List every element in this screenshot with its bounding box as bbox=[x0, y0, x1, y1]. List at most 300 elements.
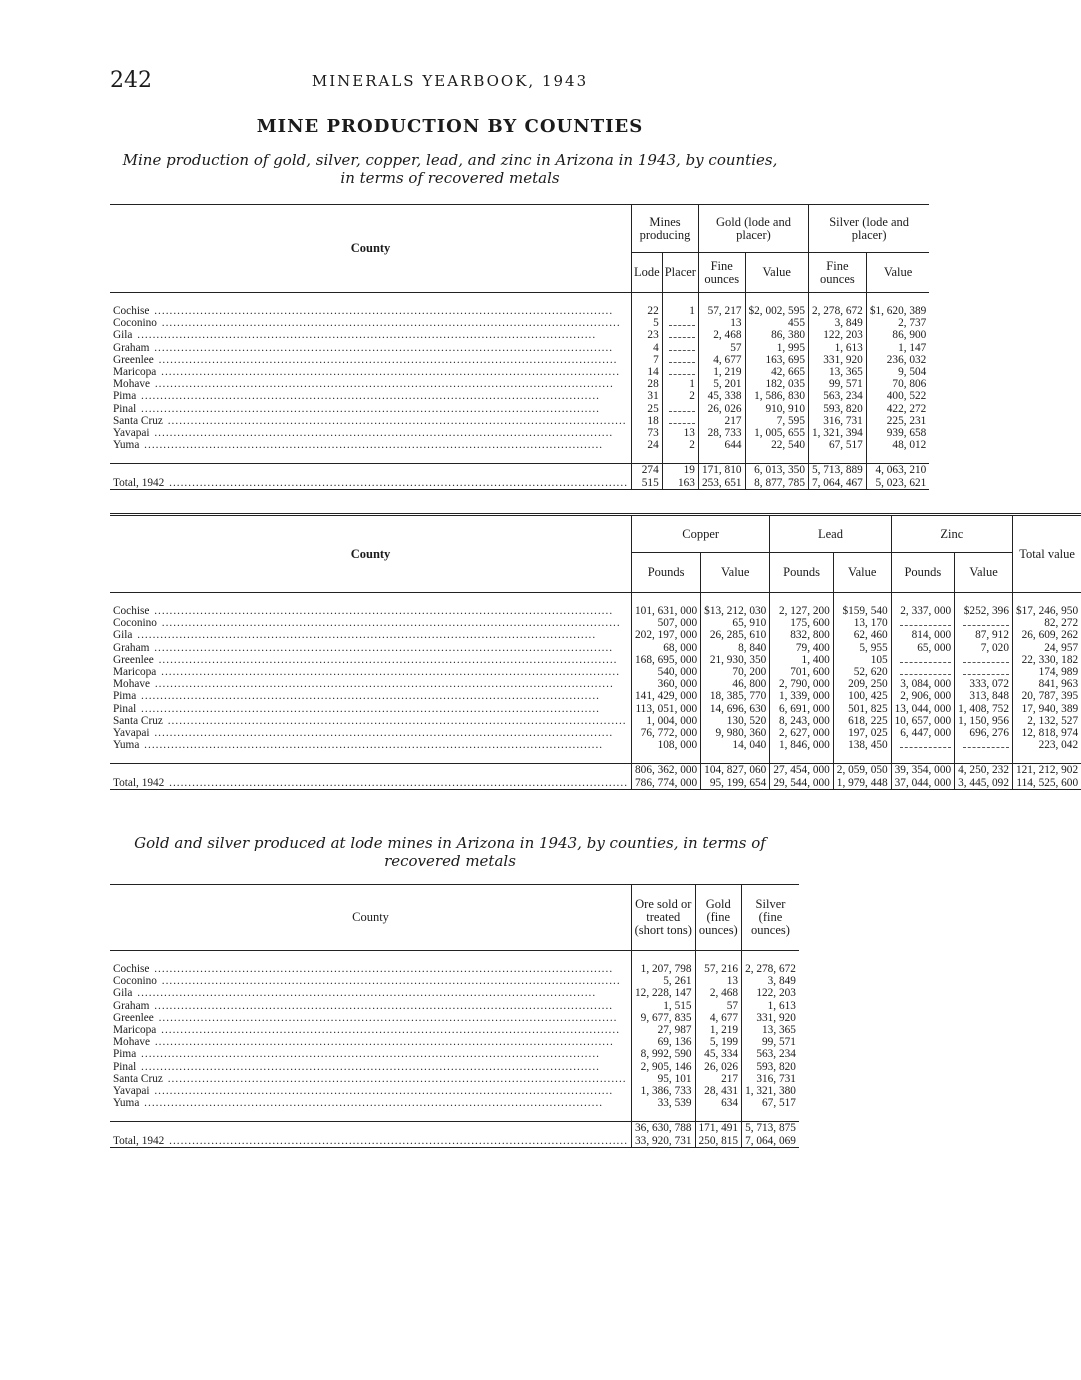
cell-value: 515 bbox=[632, 477, 663, 490]
cell-value: 2, 906, 000 bbox=[891, 690, 954, 702]
county-name bbox=[110, 764, 632, 777]
cell-value: 36, 630, 788 bbox=[632, 1122, 695, 1135]
cell-value bbox=[662, 366, 698, 378]
table-row bbox=[110, 1085, 799, 1097]
cell-value: 22, 540 bbox=[745, 439, 808, 451]
cell-value: 832, 800 bbox=[770, 629, 833, 641]
cell-value: 360, 000 bbox=[632, 678, 701, 690]
cell-value: 5, 199 bbox=[695, 1036, 742, 1048]
county-label: Mohave bbox=[113, 1036, 151, 1049]
county-label: Coconino bbox=[113, 617, 157, 630]
spacer-row bbox=[110, 293, 929, 306]
leader-dots: ........................................................................................................................ bbox=[150, 641, 614, 654]
county-label: Yavapai bbox=[113, 1085, 150, 1098]
leader-dots: ........................................................................................................................ bbox=[150, 605, 614, 617]
col-copper-value: Value bbox=[701, 553, 770, 593]
cell-value: 12, 818, 974 bbox=[1012, 727, 1081, 739]
cell-value: 13, 365 bbox=[808, 366, 866, 378]
leader-dots: ........................................................................................................................ bbox=[157, 1024, 621, 1037]
cell-value: 422, 272 bbox=[866, 403, 929, 415]
cell-value: 99, 571 bbox=[808, 378, 866, 390]
cell-value: 209, 250 bbox=[833, 678, 891, 690]
leader-dots: ........................................................................................................................ bbox=[140, 739, 604, 752]
cell-value: 1, 005, 655 bbox=[745, 427, 808, 439]
county-name bbox=[110, 703, 632, 715]
county-name bbox=[110, 975, 632, 987]
cell-value: 67, 517 bbox=[742, 1097, 799, 1109]
cell-value: 48, 012 bbox=[866, 439, 929, 451]
cell-value: 182, 035 bbox=[745, 378, 808, 390]
leader-dots: ........................................................................................................................ bbox=[157, 317, 621, 330]
cell-value: 108, 000 bbox=[632, 739, 701, 751]
cell-value: 174, 989 bbox=[1012, 666, 1081, 678]
table-row bbox=[110, 975, 799, 987]
table-row bbox=[110, 690, 1081, 702]
table-row bbox=[110, 439, 929, 451]
cell-value: 197, 025 bbox=[833, 727, 891, 739]
cell-value: 9, 504 bbox=[866, 366, 929, 378]
cell-value: 130, 520 bbox=[701, 715, 770, 727]
col-lead-value: Value bbox=[833, 553, 891, 593]
cell-value: 1 bbox=[662, 378, 698, 390]
cell-value: 313, 848 bbox=[955, 690, 1013, 702]
leader-dots: ........................................................................................................................ bbox=[157, 366, 621, 379]
county-name bbox=[110, 415, 632, 427]
cell-value bbox=[662, 317, 698, 329]
total-row bbox=[110, 464, 929, 477]
empty-dash bbox=[669, 404, 695, 412]
cell-value: 253, 651 bbox=[698, 477, 745, 490]
leader-dots: ........................................................................................................................ bbox=[165, 1134, 629, 1147]
county-name bbox=[110, 342, 632, 354]
leader-dots: ........................................................................................................................ bbox=[137, 702, 600, 715]
leader-dots: ........................................................................................................................ bbox=[137, 1060, 600, 1073]
table-row bbox=[110, 666, 1081, 678]
leader-dots: ........................................................................................................................ bbox=[150, 305, 614, 317]
empty-dash bbox=[669, 343, 695, 351]
county-name bbox=[110, 617, 632, 629]
empty-dash bbox=[900, 667, 951, 675]
cell-value: $2, 002, 595 bbox=[745, 305, 808, 317]
cell-value: 31 bbox=[632, 390, 663, 402]
table-row bbox=[110, 342, 929, 354]
cell-value: 2, 737 bbox=[866, 317, 929, 329]
county-name bbox=[110, 727, 632, 739]
county-label: Yuma bbox=[113, 1097, 140, 1110]
cell-value bbox=[662, 329, 698, 341]
table3-caption bbox=[110, 834, 790, 870]
cell-value: 236, 032 bbox=[866, 354, 929, 366]
cell-value: 1, 147 bbox=[866, 342, 929, 354]
cell-value: 87, 912 bbox=[955, 629, 1013, 641]
county-name bbox=[110, 715, 632, 727]
cell-value: 2, 278, 672 bbox=[742, 963, 799, 975]
leader-dots: ........................................................................................................................ bbox=[151, 378, 614, 391]
cell-value: 73 bbox=[632, 427, 663, 439]
county-name bbox=[110, 1061, 632, 1073]
col-lead: Lead bbox=[770, 515, 891, 553]
county-name bbox=[110, 378, 632, 390]
leader-dots: ........................................................................................................................ bbox=[157, 617, 621, 630]
cell-value: 1, 386, 733 bbox=[632, 1085, 695, 1097]
col-zinc-value: Value bbox=[955, 553, 1013, 593]
cell-value: 37, 044, 000 bbox=[891, 777, 954, 790]
county-name bbox=[110, 1036, 632, 1048]
cell-value: 2, 127, 200 bbox=[770, 605, 833, 617]
cell-value: 939, 658 bbox=[866, 427, 929, 439]
county-label: Yuma bbox=[113, 739, 140, 752]
cell-value: 26, 609, 262 bbox=[1012, 629, 1081, 641]
cell-value: 910, 910 bbox=[745, 403, 808, 415]
cell-value: 4, 677 bbox=[695, 1012, 742, 1024]
cell-value bbox=[955, 739, 1013, 751]
cell-value bbox=[662, 403, 698, 415]
cell-value: 26, 285, 610 bbox=[701, 629, 770, 641]
cell-value: 5 bbox=[632, 317, 663, 329]
county-label: Maricopa bbox=[113, 366, 157, 379]
cell-value: 5, 713, 889 bbox=[808, 464, 866, 477]
cell-value: 593, 820 bbox=[808, 403, 866, 415]
cell-value: 18 bbox=[632, 415, 663, 427]
cell-value: 1, 219 bbox=[695, 1024, 742, 1036]
cell-value: 9, 980, 360 bbox=[701, 727, 770, 739]
cell-value: 12, 228, 147 bbox=[632, 987, 695, 999]
county-label: Total, 1942 bbox=[113, 476, 165, 489]
cell-value: 76, 772, 000 bbox=[632, 727, 701, 739]
cell-value: 95, 199, 654 bbox=[701, 777, 770, 790]
cell-value: 104, 827, 060 bbox=[701, 764, 770, 777]
table-row bbox=[110, 317, 929, 329]
col-ore-sold: Ore sold or treated (short tons) bbox=[632, 885, 695, 951]
cell-value: 39, 354, 000 bbox=[891, 764, 954, 777]
cell-value: 593, 820 bbox=[742, 1061, 799, 1073]
cell-value: 122, 203 bbox=[808, 329, 866, 341]
gold-silver-production-table bbox=[110, 204, 929, 490]
county-name bbox=[110, 354, 632, 366]
table-row bbox=[110, 378, 929, 390]
county-name bbox=[110, 329, 632, 341]
cell-value: 225, 231 bbox=[866, 415, 929, 427]
leader-dots: ........................................................................................................................ bbox=[150, 727, 614, 740]
cell-value: 20, 787, 395 bbox=[1012, 690, 1081, 702]
table-row bbox=[110, 390, 929, 402]
leader-dots: ........................................................................................................................ bbox=[165, 476, 629, 489]
cell-value: 8, 840 bbox=[701, 642, 770, 654]
county-label: Pinal bbox=[113, 402, 137, 415]
cell-value: 4 bbox=[632, 342, 663, 354]
table-row bbox=[110, 1036, 799, 1048]
empty-dash bbox=[900, 740, 951, 748]
table-row bbox=[110, 1012, 799, 1024]
leader-dots: ........................................................................................................................ bbox=[137, 402, 600, 415]
cell-value: 5, 261 bbox=[632, 975, 695, 987]
cell-value: 24, 957 bbox=[1012, 642, 1081, 654]
county-label: Greenlee bbox=[113, 653, 154, 666]
table-row bbox=[110, 1024, 799, 1036]
cell-value: 4, 677 bbox=[698, 354, 745, 366]
county-label: Yavapai bbox=[113, 427, 150, 440]
empty-dash bbox=[963, 618, 1009, 626]
cell-value: 70, 200 bbox=[701, 666, 770, 678]
leader-dots: ........................................................................................................................ bbox=[133, 329, 597, 342]
leader-dots: ........................................................................................................................ bbox=[154, 1011, 618, 1024]
table-row bbox=[110, 403, 929, 415]
cell-value: 62, 460 bbox=[833, 629, 891, 641]
cell-value: 217 bbox=[695, 1073, 742, 1085]
cell-value: 27, 454, 000 bbox=[770, 764, 833, 777]
cell-value: 99, 571 bbox=[742, 1036, 799, 1048]
table-row bbox=[110, 305, 929, 317]
col-county-2: County bbox=[110, 515, 632, 593]
cell-value: 1, 613 bbox=[808, 342, 866, 354]
cell-value: 696, 276 bbox=[955, 727, 1013, 739]
cell-value: 331, 920 bbox=[742, 1012, 799, 1024]
cell-value: 2, 278, 672 bbox=[808, 305, 866, 317]
leader-dots: ........................................................................................................................ bbox=[133, 987, 597, 1000]
cell-value: 3, 849 bbox=[808, 317, 866, 329]
leader-dots: ........................................................................................................................ bbox=[163, 414, 627, 427]
cell-value: 400, 522 bbox=[866, 390, 929, 402]
cell-value: 6, 447, 000 bbox=[891, 727, 954, 739]
copper-lead-zinc-table bbox=[110, 513, 1081, 790]
cell-value: 7, 064, 467 bbox=[808, 477, 866, 490]
county-name bbox=[110, 305, 632, 317]
county-label: Maricopa bbox=[113, 1024, 157, 1037]
county-name bbox=[110, 317, 632, 329]
cell-value: 4, 063, 210 bbox=[866, 464, 929, 477]
county-name bbox=[110, 1048, 632, 1060]
county-label: Maricopa bbox=[113, 666, 157, 679]
cell-value: $252, 396 bbox=[955, 605, 1013, 617]
empty-dash bbox=[669, 330, 695, 338]
county-label: Pima bbox=[113, 390, 137, 403]
cell-value: 141, 429, 000 bbox=[632, 690, 701, 702]
spacer-row bbox=[110, 951, 799, 964]
cell-value: 2, 468 bbox=[695, 987, 742, 999]
cell-value: 171, 491 bbox=[695, 1122, 742, 1135]
col-lode: Lode bbox=[632, 253, 663, 293]
county-label: Santa Cruz bbox=[113, 414, 163, 427]
cell-value: 1, 995 bbox=[745, 342, 808, 354]
county-label: Gila bbox=[113, 329, 133, 342]
cell-value: 14, 696, 630 bbox=[701, 703, 770, 715]
empty-dash bbox=[669, 416, 695, 424]
cell-value: 1, 321, 380 bbox=[742, 1085, 799, 1097]
table-row bbox=[110, 1073, 799, 1085]
county-name bbox=[110, 690, 632, 702]
leader-dots: ........................................................................................................................ bbox=[163, 714, 627, 727]
cell-value: 814, 000 bbox=[891, 629, 954, 641]
cell-value: 163, 695 bbox=[745, 354, 808, 366]
cell-value: 1, 979, 448 bbox=[833, 777, 891, 790]
leader-dots: ........................................................................................................................ bbox=[151, 678, 614, 691]
col-silver-value: Value bbox=[866, 253, 929, 293]
table-row bbox=[110, 1061, 799, 1073]
leader-dots: ........................................................................................................................ bbox=[140, 1097, 604, 1110]
county-name bbox=[110, 464, 632, 477]
cell-value: 69, 136 bbox=[632, 1036, 695, 1048]
cell-value bbox=[891, 666, 954, 678]
cell-value: $1, 620, 389 bbox=[866, 305, 929, 317]
county-label: Santa Cruz bbox=[113, 714, 163, 727]
table-row bbox=[110, 427, 929, 439]
county-label: Greenlee bbox=[113, 353, 154, 366]
cell-value: 217 bbox=[698, 415, 745, 427]
cell-value: 7, 020 bbox=[955, 642, 1013, 654]
cell-value: 2, 905, 146 bbox=[632, 1061, 695, 1073]
empty-dash bbox=[669, 318, 695, 326]
county-label: Greenlee bbox=[113, 1011, 154, 1024]
county-name bbox=[110, 1135, 632, 1148]
cell-value: 14 bbox=[632, 366, 663, 378]
cell-value: 13, 365 bbox=[742, 1024, 799, 1036]
col-silver-ounces: Fine ounces bbox=[808, 253, 866, 293]
cell-value: 563, 234 bbox=[808, 390, 866, 402]
leader-dots: ........................................................................................................................ bbox=[157, 666, 621, 679]
table-row bbox=[110, 703, 1081, 715]
cell-value: 507, 000 bbox=[632, 617, 701, 629]
leader-dots: ........................................................................................................................ bbox=[163, 1072, 627, 1085]
cell-value: 644 bbox=[698, 439, 745, 451]
col-gold: Gold (lode and placer) bbox=[698, 205, 808, 253]
cell-value: 786, 774, 000 bbox=[632, 777, 701, 790]
cell-value bbox=[891, 617, 954, 629]
cell-value: 331, 920 bbox=[808, 354, 866, 366]
cell-value: 29, 544, 000 bbox=[770, 777, 833, 790]
county-label: Pinal bbox=[113, 1060, 137, 1073]
col-silver: Silver (lode and placer) bbox=[808, 205, 929, 253]
cell-value: 26, 026 bbox=[698, 403, 745, 415]
cell-value: 3, 084, 000 bbox=[891, 678, 954, 690]
cell-value: 113, 051, 000 bbox=[632, 703, 701, 715]
cell-value: 10, 657, 000 bbox=[891, 715, 954, 727]
empty-dash bbox=[669, 367, 695, 375]
cell-value: 23 bbox=[632, 329, 663, 341]
county-label: Graham bbox=[113, 999, 150, 1012]
table-row bbox=[110, 605, 1081, 617]
cell-value: 223, 042 bbox=[1012, 739, 1081, 751]
empty-dash bbox=[900, 618, 951, 626]
cell-value: 57, 217 bbox=[698, 305, 745, 317]
table-row bbox=[110, 727, 1081, 739]
cell-value: 2, 132, 527 bbox=[1012, 715, 1081, 727]
cell-value: $17, 246, 950 bbox=[1012, 605, 1081, 617]
county-label: Pima bbox=[113, 690, 137, 703]
cell-value: 5, 023, 621 bbox=[866, 477, 929, 490]
table-row bbox=[110, 654, 1081, 666]
county-label: Cochise bbox=[113, 305, 150, 317]
county-name bbox=[110, 1085, 632, 1097]
cell-value: 2, 059, 050 bbox=[833, 764, 891, 777]
table-row bbox=[110, 678, 1081, 690]
cell-value: 28, 431 bbox=[695, 1085, 742, 1097]
cell-value: 1, 613 bbox=[742, 1000, 799, 1012]
col-copper-pounds: Pounds bbox=[632, 553, 701, 593]
table-row bbox=[110, 329, 929, 341]
cell-value: 701, 600 bbox=[770, 666, 833, 678]
col-total-value: Total value bbox=[1012, 515, 1081, 593]
col-zinc: Zinc bbox=[891, 515, 1012, 553]
col-copper: Copper bbox=[632, 515, 770, 553]
county-label: Mohave bbox=[113, 378, 151, 391]
cell-value: 3, 445, 092 bbox=[955, 777, 1013, 790]
spacer-row bbox=[110, 751, 1081, 764]
col-lead-pounds: Pounds bbox=[770, 553, 833, 593]
cell-value: 2 bbox=[662, 390, 698, 402]
county-name bbox=[110, 366, 632, 378]
cell-value: 841, 963 bbox=[1012, 678, 1081, 690]
spacer-row bbox=[110, 593, 1081, 606]
empty-dash bbox=[963, 740, 1009, 748]
table-row bbox=[110, 987, 799, 999]
cell-value: 86, 380 bbox=[745, 329, 808, 341]
cell-value bbox=[891, 739, 954, 751]
county-label: Coconino bbox=[113, 975, 157, 988]
cell-value: 70, 806 bbox=[866, 378, 929, 390]
cell-value: 250, 815 bbox=[695, 1135, 742, 1148]
cell-value bbox=[955, 617, 1013, 629]
cell-value: 14, 040 bbox=[701, 739, 770, 751]
leader-dots: ........................................................................................................................ bbox=[154, 653, 618, 666]
cell-value: 2 bbox=[662, 439, 698, 451]
cell-value: 46, 800 bbox=[701, 678, 770, 690]
cell-value: 121, 212, 902 bbox=[1012, 764, 1081, 777]
table1-body bbox=[110, 293, 929, 490]
county-name bbox=[110, 477, 632, 490]
county-name bbox=[110, 777, 632, 790]
cell-value: 1, 400 bbox=[770, 654, 833, 666]
county-label: Graham bbox=[113, 641, 150, 654]
cell-value: 82, 272 bbox=[1012, 617, 1081, 629]
table-row bbox=[110, 415, 929, 427]
cell-value bbox=[662, 354, 698, 366]
cell-value: 57 bbox=[698, 342, 745, 354]
cell-value: 2, 337, 000 bbox=[891, 605, 954, 617]
cell-value: 22 bbox=[632, 305, 663, 317]
cell-value: 25 bbox=[632, 403, 663, 415]
cell-value: 1, 207, 798 bbox=[632, 963, 695, 975]
cell-value: 101, 631, 000 bbox=[632, 605, 701, 617]
cell-value: 8, 877, 785 bbox=[745, 477, 808, 490]
cell-value: 24 bbox=[632, 439, 663, 451]
county-name bbox=[110, 403, 632, 415]
county-name bbox=[110, 642, 632, 654]
cell-value: 122, 203 bbox=[742, 987, 799, 999]
cell-value: 1, 219 bbox=[698, 366, 745, 378]
table3-caption-line2: recovered metals bbox=[384, 852, 516, 870]
cell-value: 501, 825 bbox=[833, 703, 891, 715]
cell-value: 1, 846, 000 bbox=[770, 739, 833, 751]
cell-value: 563, 234 bbox=[742, 1048, 799, 1060]
county-label: Pinal bbox=[113, 702, 137, 715]
cell-value bbox=[891, 654, 954, 666]
table-row bbox=[110, 366, 929, 378]
cell-value: 3, 849 bbox=[742, 975, 799, 987]
county-name bbox=[110, 1000, 632, 1012]
table1-caption bbox=[110, 151, 790, 187]
total-row bbox=[110, 764, 1081, 777]
col-gold-value: Value bbox=[745, 253, 808, 293]
cell-value: 42, 665 bbox=[745, 366, 808, 378]
col-county-3: County bbox=[110, 885, 632, 951]
county-name bbox=[110, 678, 632, 690]
table1-caption-line1: Mine production of gold, silver, copper, lead, and zinc in Arizona in 1943, by counties, bbox=[122, 151, 778, 169]
county-name bbox=[110, 987, 632, 999]
cell-value bbox=[955, 654, 1013, 666]
cell-value: 105 bbox=[833, 654, 891, 666]
county-label: Total, 1942 bbox=[113, 1134, 165, 1147]
cell-value: 65, 000 bbox=[891, 642, 954, 654]
